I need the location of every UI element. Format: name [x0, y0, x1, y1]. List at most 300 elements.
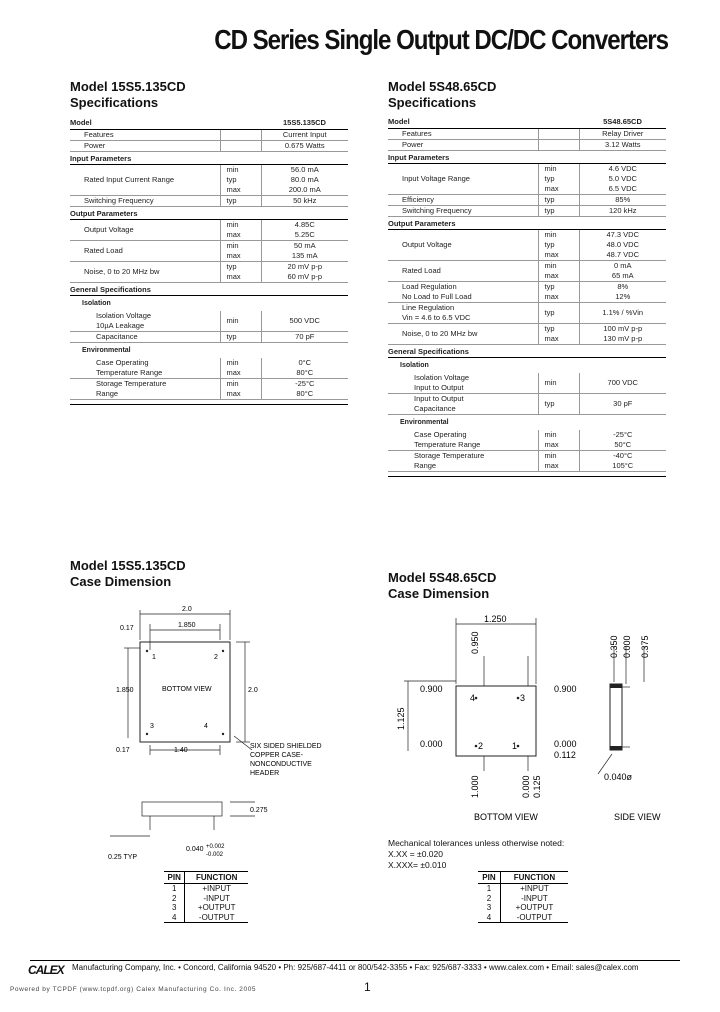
- spec-qualifier: [538, 430, 579, 451]
- spec-text: min: [226, 316, 239, 325]
- spec-line: min: [226, 165, 239, 174]
- spec-value: [261, 311, 348, 332]
- spec-row: [70, 379, 348, 400]
- footer-rule: [30, 960, 680, 961]
- pin-function: +INPUT: [520, 884, 549, 893]
- dim-left-000: 0.000: [420, 739, 443, 749]
- dim-inner-width: 1.850: [178, 622, 196, 629]
- spec-value: [261, 141, 348, 152]
- dim-top-vert: 0.950: [470, 631, 480, 654]
- spec-qualifier: [220, 262, 261, 283]
- spec-qualifier: [538, 394, 579, 415]
- spec-header-value: 15S5.135CD: [261, 117, 348, 130]
- spec-row: [388, 430, 666, 451]
- spec-value: [579, 324, 666, 345]
- spec-row: [70, 220, 348, 241]
- spec-qualifier: [538, 451, 579, 472]
- spec-line: Case Operating: [96, 358, 149, 367]
- dim-side-375: 0.375: [640, 635, 650, 658]
- spec-label: [70, 358, 220, 379]
- spec-line: Vin = 4.6 to 6.5 VDC: [402, 313, 471, 322]
- left-case-drawing: [90, 600, 340, 870]
- spec-line: 80°C: [296, 368, 314, 377]
- spec-line: Isolation Voltage: [96, 311, 152, 320]
- pin-number: 1: [478, 884, 500, 894]
- spec-text: typ: [544, 206, 555, 215]
- spec-label: [70, 262, 220, 283]
- spec-line: max: [544, 271, 559, 280]
- pin-row: [164, 884, 248, 894]
- pin-function: -OUTPUT: [185, 913, 248, 923]
- left-spec-section: Specifications: [70, 95, 159, 110]
- spec-line: max: [544, 440, 559, 449]
- spec-line: Isolation Voltage: [414, 373, 470, 382]
- spec-text: Rated Load: [84, 246, 123, 255]
- function-col-header: FUNCTION: [500, 872, 568, 884]
- left-case-section: Case Dimension: [70, 574, 172, 589]
- spec-line: 130 mV p-p: [603, 334, 643, 343]
- spec-line: 10µA Leakage: [96, 321, 145, 330]
- right-pin-table: [478, 871, 568, 923]
- spec-value: [261, 379, 348, 400]
- spec-line: min: [226, 241, 239, 250]
- spec-label: [388, 451, 538, 472]
- spec-value: [579, 140, 666, 151]
- spec-line: -40°C: [613, 451, 633, 460]
- spec-qualifier: [538, 164, 579, 195]
- right-bottom-view-label: BOTTOM VIEW: [474, 812, 538, 822]
- spec-value: [579, 195, 666, 206]
- spec-line: -25°C: [295, 379, 315, 388]
- spec-text: Rated Input Current Range: [84, 175, 175, 184]
- spec-label: [388, 206, 538, 217]
- pin-row: [164, 894, 248, 904]
- spec-line: typ: [544, 174, 555, 183]
- spec-line: Line Regulation: [402, 303, 455, 312]
- spec-text: Features: [84, 130, 114, 139]
- spec-label: [70, 311, 220, 332]
- dim-side-350: 0.350: [609, 635, 619, 658]
- spec-line: 48.0 VDC: [606, 240, 640, 249]
- spec-category: Output Parameters: [70, 207, 348, 220]
- pin-row: [478, 903, 568, 913]
- pin-mark-1r: 1: [512, 741, 518, 751]
- dim-tol-minus: -0.002: [206, 852, 224, 858]
- spec-label: [388, 129, 538, 140]
- spec-row: [388, 282, 666, 303]
- spec-row: [388, 206, 666, 217]
- dim-top-width: 2.0: [182, 606, 192, 613]
- pin-row: [164, 903, 248, 913]
- spec-line: max: [544, 184, 559, 193]
- page-title: CD Series Single Output DC/DC Converters: [214, 24, 668, 55]
- spec-value: [261, 241, 348, 262]
- spec-line: No Load to Full Load: [402, 292, 472, 301]
- dim-pin-label: 0.25 TYP: [108, 854, 138, 861]
- callout-line-3: NONCONDUCTIVE: [250, 761, 312, 768]
- right-case-section: Case Dimension: [388, 586, 490, 601]
- spec-text: Input Voltage Range: [402, 174, 470, 183]
- spec-qualifier: [538, 282, 579, 303]
- spec-value: [579, 261, 666, 282]
- spec-text: Noise, 0 to 20 MHz bw: [84, 267, 160, 276]
- dim-right-000: 0.000: [554, 739, 577, 749]
- dim-side-000: 0.000: [622, 635, 632, 658]
- spec-line: min: [544, 430, 557, 439]
- spec-qualifier: [538, 230, 579, 261]
- spec-text: Capacitance: [96, 332, 138, 341]
- spec-label: [388, 324, 538, 345]
- spec-label: [388, 261, 538, 282]
- spec-line: min: [544, 230, 557, 239]
- dim-bottom-left: 0.17: [116, 747, 130, 754]
- spec-text: 30 pF: [613, 399, 633, 408]
- spec-qualifier: [220, 311, 261, 332]
- spec-label: [388, 195, 538, 206]
- function-col-header: FUNCTION: [185, 872, 248, 884]
- dim-tol-plus: +0.002: [206, 844, 225, 850]
- spec-line: 80.0 mA: [290, 175, 319, 184]
- tolerance-line-2: X.XXX= ±0.010: [388, 860, 447, 870]
- spec-subcategory: Isolation: [400, 362, 429, 369]
- spec-label: [70, 332, 220, 343]
- right-spec-heading: [388, 79, 496, 111]
- spec-value: [579, 394, 666, 415]
- dim-left-900: 0.900: [420, 684, 443, 694]
- spec-label: [388, 430, 538, 451]
- spec-line: 100 mV p-p: [603, 324, 643, 333]
- pin-row: [164, 913, 248, 923]
- spec-value: [261, 332, 348, 343]
- dim-side-height: 0.275: [250, 807, 268, 814]
- spec-text: typ: [544, 399, 555, 408]
- pin-col-header: PIN: [478, 872, 500, 884]
- spec-line: typ: [544, 240, 555, 249]
- spec-subcategory: Environmental: [400, 419, 449, 426]
- spec-label: [388, 164, 538, 195]
- left-spec-model-line: Model 15S5.135CD: [70, 79, 186, 94]
- spec-label: [388, 140, 538, 151]
- spec-text: Efficiency: [402, 195, 434, 204]
- spec-line: min: [544, 261, 557, 270]
- spec-line: 135 mA: [291, 251, 318, 260]
- spec-value: [261, 196, 348, 207]
- callout-line-2: COPPER CASE-: [250, 752, 303, 759]
- spec-line: 47.3 VDC: [606, 230, 640, 239]
- spec-line: 80°C: [296, 389, 314, 398]
- spec-line: max: [544, 461, 559, 470]
- spec-value: [579, 129, 666, 140]
- spec-line: 56.0 mA: [290, 165, 319, 174]
- left-case-model-line: Model 15S5.135CD: [70, 558, 186, 573]
- spec-line: min: [226, 220, 239, 229]
- pin-number: 1: [164, 884, 185, 894]
- spec-line: Range: [96, 389, 119, 398]
- tolerance-heading: Mechanical tolerances unless otherwise noted:: [388, 838, 565, 848]
- spec-value: [579, 373, 666, 394]
- spec-label: [388, 282, 538, 303]
- spec-value: [579, 164, 666, 195]
- spec-line: typ: [544, 324, 555, 333]
- spec-line: 48.7 VDC: [606, 250, 640, 259]
- dim-side-pin: 0.040: [186, 846, 204, 853]
- spec-label: [70, 165, 220, 196]
- spec-label: [388, 394, 538, 415]
- spec-text: typ: [544, 308, 555, 317]
- spec-line: Storage Temperature: [414, 451, 485, 460]
- dim-width: 1.250: [484, 614, 507, 624]
- spec-text: 1.1% / %Vin: [602, 308, 644, 317]
- left-spec-heading: [70, 79, 186, 111]
- spec-category: Output Parameters: [388, 217, 666, 230]
- right-side-view-label: SIDE VIEW: [614, 812, 661, 822]
- pin-function: -OUTPUT: [500, 913, 568, 923]
- spec-label: [70, 220, 220, 241]
- dim-bottom-0125: 0.125: [532, 775, 542, 798]
- pin-mark-3: 3: [150, 723, 154, 730]
- dim-left-height: 1.850: [116, 687, 134, 694]
- spec-line: 12%: [615, 292, 631, 301]
- dim-bottom-1000: 1.000: [470, 775, 480, 798]
- spec-text: Current Input: [282, 130, 327, 139]
- dim-bottom-inner: 1.40: [174, 747, 188, 754]
- spec-qualifier: [220, 332, 261, 343]
- spec-line: max: [544, 334, 559, 343]
- spec-text: Output Voltage: [402, 240, 452, 249]
- spec-line: max: [226, 185, 241, 194]
- spec-qualifier: [220, 196, 261, 207]
- spec-qualifier: [220, 241, 261, 262]
- spec-line: max: [226, 251, 241, 260]
- spec-qualifier: [220, 379, 261, 400]
- dim-bottom-0000: 0.000: [521, 775, 531, 798]
- spec-row: [388, 324, 666, 345]
- right-spec-table: [388, 116, 666, 477]
- spec-line: Temperature Range: [96, 368, 163, 377]
- spec-text: Rated Load: [402, 266, 441, 275]
- spec-line: Range: [414, 461, 437, 470]
- spec-qualifier: [220, 220, 261, 241]
- spec-line: 50 mA: [293, 241, 316, 250]
- spec-row: [70, 311, 348, 332]
- pin-col-header: PIN: [164, 872, 185, 884]
- pin-mark-2: 2: [214, 654, 218, 661]
- spec-line: min: [226, 379, 239, 388]
- spec-line: 6.5 VDC: [608, 184, 637, 193]
- right-spec-model-line: Model 5S48.65CD: [388, 79, 497, 94]
- spec-line: 5.0 VDC: [608, 174, 637, 183]
- spec-line: 5.25C: [294, 230, 315, 239]
- spec-text: Relay Driver: [602, 129, 644, 138]
- pin-function: -INPUT: [203, 893, 231, 903]
- spec-value: [579, 430, 666, 451]
- spec-label: [70, 141, 220, 152]
- spec-category: Input Parameters: [388, 151, 666, 164]
- spec-line: Input to Output: [414, 394, 464, 403]
- spec-line: Storage Temperature: [96, 379, 167, 388]
- pin-row: [478, 913, 568, 923]
- pin-number: 3: [478, 903, 500, 913]
- spec-qualifier: [538, 129, 579, 140]
- spec-row: [70, 130, 348, 141]
- spec-text: 70 pF: [295, 332, 315, 341]
- spec-line: typ: [544, 282, 555, 291]
- footer-logo: CALEX: [28, 963, 64, 977]
- spec-category: Input Parameters: [70, 152, 348, 165]
- spec-text: Power: [402, 140, 424, 149]
- spec-line: 20 mV p-p: [287, 262, 323, 271]
- spec-line: 50°C: [614, 440, 632, 449]
- spec-value: [579, 303, 666, 324]
- spec-line: typ: [226, 175, 237, 184]
- spec-qualifier: [538, 206, 579, 217]
- pin-number: 2: [164, 894, 185, 904]
- spec-qualifier: [538, 373, 579, 394]
- pin-mark-4: 4: [204, 723, 208, 730]
- spec-label: [388, 373, 538, 394]
- spec-label: [388, 303, 538, 324]
- spec-row: [388, 261, 666, 282]
- spec-row: [388, 303, 666, 324]
- spec-line: 0 mA: [613, 261, 632, 270]
- spec-qualifier: [220, 130, 261, 141]
- pin-row: [478, 884, 568, 894]
- spec-text: Switching Frequency: [84, 196, 154, 205]
- spec-value: [261, 130, 348, 141]
- spec-line: Capacitance: [414, 404, 456, 413]
- spec-line: Case Operating: [414, 430, 467, 439]
- spec-line: max: [226, 368, 241, 377]
- spec-text: Switching Frequency: [402, 206, 472, 215]
- dim-side-040: 0.040ø: [604, 772, 633, 782]
- spec-qualifier: [538, 324, 579, 345]
- dim-height: 1.125: [396, 707, 406, 730]
- spec-text: 50 kHz: [293, 196, 317, 205]
- pin-number: 4: [478, 913, 500, 923]
- spec-text: typ: [226, 196, 237, 205]
- spec-value: [579, 282, 666, 303]
- spec-line: 0°C: [298, 358, 312, 367]
- spec-line: max: [226, 272, 241, 281]
- spec-row: [70, 165, 348, 196]
- pin-number: 3: [164, 903, 185, 913]
- spec-row: [388, 373, 666, 394]
- dim-left-top: 0.17: [120, 625, 134, 632]
- left-spec-table: [70, 117, 348, 405]
- spec-qualifier: [220, 358, 261, 379]
- dim-right-height: 2.0: [248, 687, 258, 694]
- pin-function: +INPUT: [202, 884, 232, 893]
- spec-line: max: [226, 389, 241, 398]
- spec-row: [388, 140, 666, 151]
- pin-function: +OUTPUT: [197, 903, 236, 912]
- spec-qualifier: [220, 165, 261, 196]
- spec-label: [388, 230, 538, 261]
- spec-line: 60 mV p-p: [287, 272, 323, 281]
- dim-right-900: 0.900: [554, 684, 577, 694]
- page-number: 1: [364, 980, 371, 994]
- spec-label: [70, 196, 220, 207]
- right-spec-section: Specifications: [388, 95, 477, 110]
- spec-line: max: [226, 230, 241, 239]
- spec-label: [70, 241, 220, 262]
- spec-line: -25°C: [613, 430, 633, 439]
- spec-row: [70, 196, 348, 207]
- callout-line-4: HEADER: [250, 770, 280, 777]
- spec-text: typ: [226, 332, 237, 341]
- spec-header-label: Model: [70, 117, 261, 130]
- spec-row: [388, 164, 666, 195]
- spec-label: [70, 379, 220, 400]
- spec-value: [261, 262, 348, 283]
- spec-line: 200.0 mA: [288, 185, 321, 194]
- spec-text: Features: [402, 129, 432, 138]
- spec-line: typ: [226, 262, 237, 271]
- spec-header-value: 5S48.65CD: [579, 116, 666, 129]
- spec-text: 500 VDC: [289, 316, 320, 325]
- spec-line: max: [544, 292, 559, 301]
- spec-line: Temperature Range: [414, 440, 481, 449]
- spec-line: 65 mA: [611, 271, 634, 280]
- spec-line: 4.85C: [294, 220, 315, 229]
- spec-text: 700 VDC: [607, 378, 638, 387]
- spec-qualifier: [538, 261, 579, 282]
- spec-row: [70, 358, 348, 379]
- spec-qualifier: [220, 141, 261, 152]
- spec-text: typ: [544, 195, 555, 204]
- spec-value: [579, 230, 666, 261]
- spec-subcategory: Isolation: [82, 300, 111, 307]
- spec-text: min: [544, 378, 557, 387]
- spec-line: max: [544, 250, 559, 259]
- left-pin-table: [164, 871, 248, 923]
- spec-row: [388, 394, 666, 415]
- pin-function: -INPUT: [521, 893, 548, 903]
- spec-label: [70, 130, 220, 141]
- spec-line: 8%: [617, 282, 629, 291]
- tolerance-line-1: X.XX = ±0.020: [388, 849, 443, 859]
- spec-text: 3.12 Watts: [604, 140, 641, 149]
- spec-text: 0.675 Watts: [284, 141, 325, 150]
- pin-row: [478, 894, 568, 904]
- spec-row: [70, 332, 348, 343]
- spec-text: Power: [84, 141, 106, 150]
- pin-number: 4: [164, 913, 185, 923]
- dim-right-112: 0.112: [554, 750, 576, 760]
- spec-text: 120 kHz: [608, 206, 637, 215]
- callout-line-1: SIX SIDED SHIELDED: [250, 743, 322, 750]
- pin-mark-4r: 4: [470, 693, 476, 703]
- spec-value: [579, 206, 666, 217]
- spec-row: [388, 129, 666, 140]
- spec-value: [261, 220, 348, 241]
- spec-qualifier: [538, 195, 579, 206]
- spec-line: Load Regulation: [402, 282, 457, 291]
- spec-header-label: Model: [388, 116, 579, 129]
- spec-category: General Specifications: [70, 283, 348, 296]
- left-case-heading: [70, 558, 186, 590]
- spec-qualifier: [538, 140, 579, 151]
- pin-number: 2: [478, 894, 500, 904]
- spec-row: [388, 230, 666, 261]
- spec-value: [579, 451, 666, 472]
- pin-mark-2r: 2: [478, 741, 484, 751]
- tolerance-note: [388, 838, 564, 871]
- spec-line: 4.6 VDC: [608, 164, 637, 173]
- right-case-model-line: Model 5S48.65CD: [388, 570, 497, 585]
- spec-text: Output Voltage: [84, 225, 134, 234]
- spec-line: min: [544, 164, 557, 173]
